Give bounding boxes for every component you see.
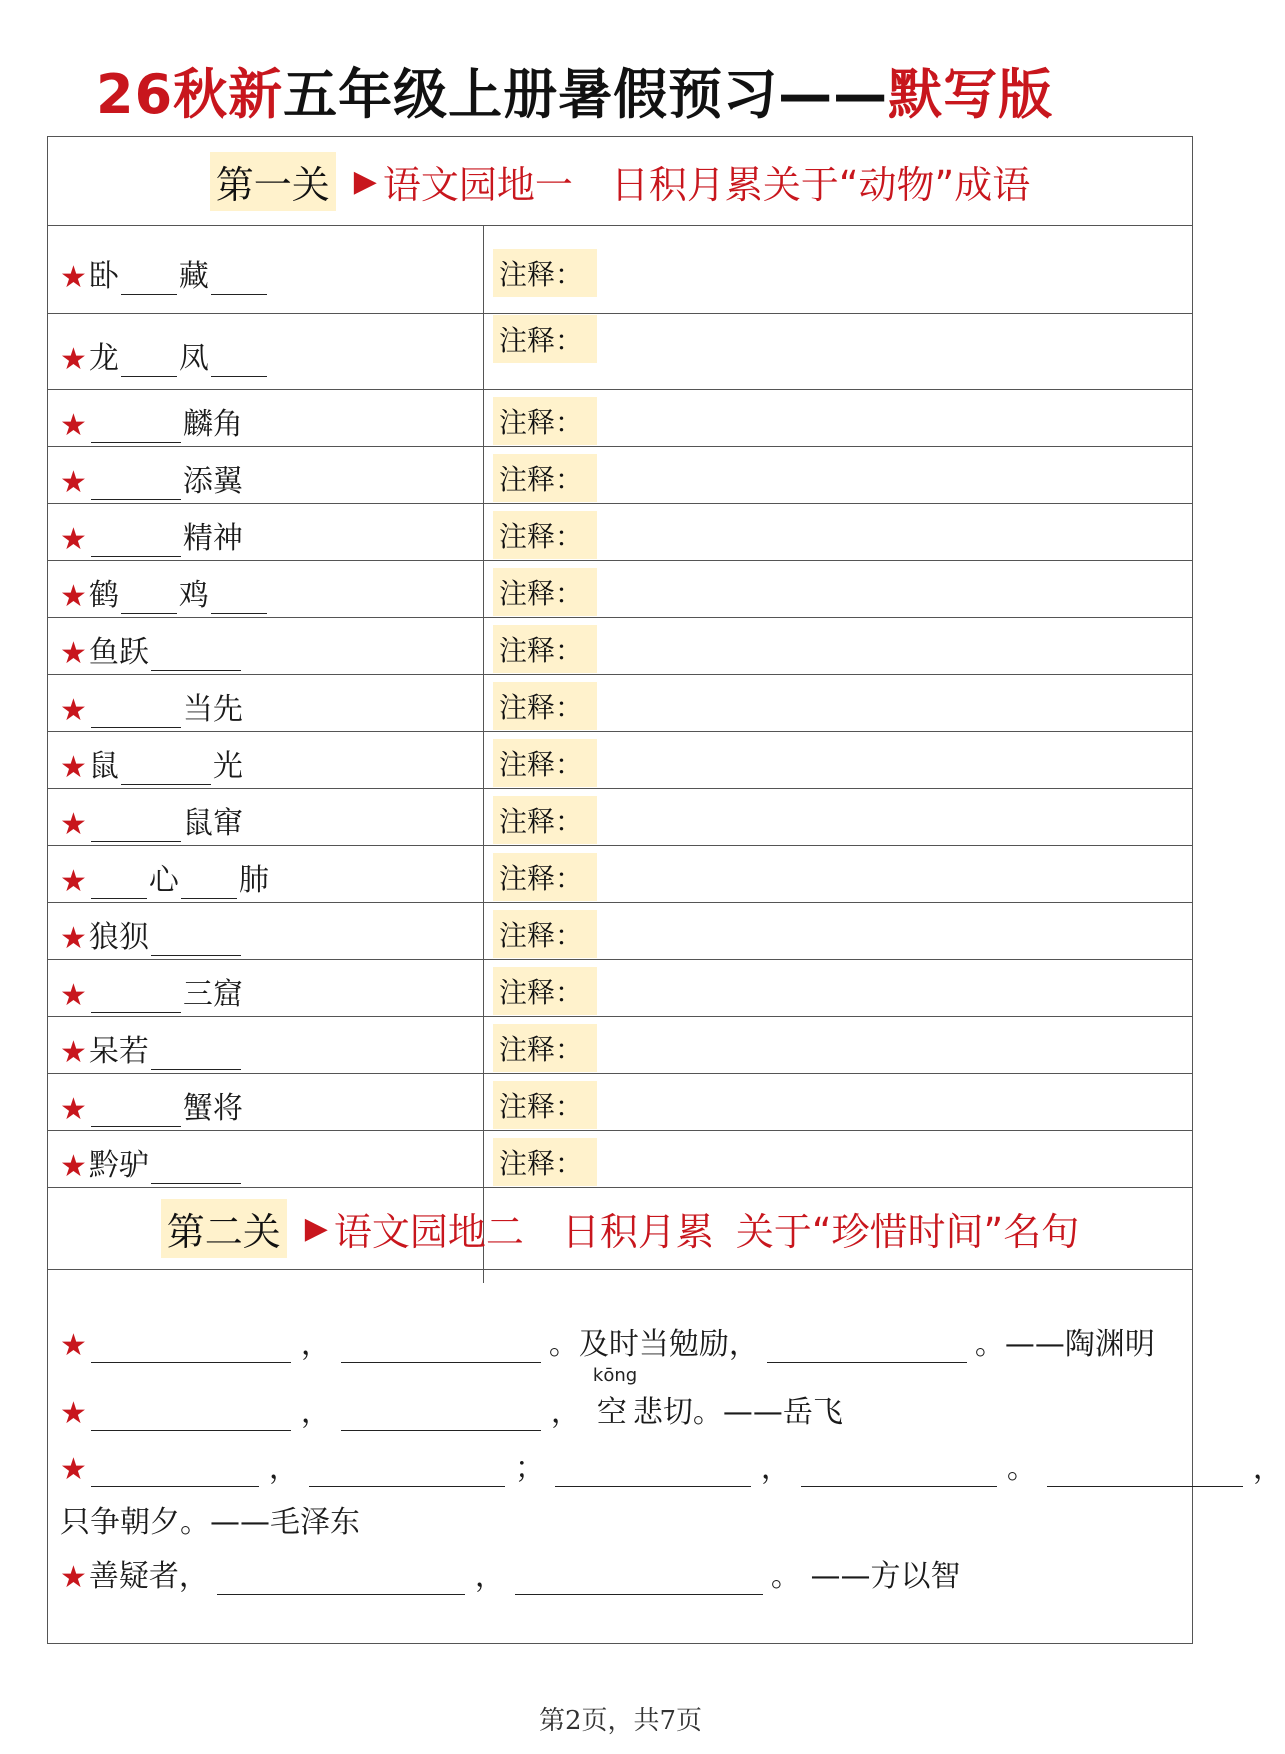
quote-text: 。 ——方以智: [770, 1559, 961, 1594]
section2-arrow: ▶: [304, 1210, 328, 1246]
idiom-text: 鱼跃: [88, 635, 149, 670]
note-label: 注释：: [493, 796, 597, 844]
idiom-item: [60, 1140, 243, 1184]
section1-arrow: ▶: [353, 163, 377, 199]
punct: ，: [1252, 1451, 1283, 1486]
blank-field[interactable]: [91, 416, 181, 443]
note-label: 注释：: [493, 910, 597, 958]
idiom-text: 鼠: [88, 749, 119, 784]
blank-field[interactable]: [91, 815, 181, 842]
idiom-text: 肺: [238, 863, 269, 898]
note-label: 注释：: [493, 853, 597, 901]
idiom-text: 凤: [178, 341, 209, 376]
idiom-item: [60, 684, 243, 728]
section1-title: [383, 154, 1030, 209]
star-icon: ★: [60, 342, 87, 377]
idiom-text: 精神: [182, 521, 243, 556]
idiom-item: [60, 855, 269, 899]
idiom-item: [60, 1026, 243, 1070]
idiom-text: 鼠窜: [182, 806, 243, 841]
idiom-item: [60, 912, 243, 956]
section2-part-2: 日积月累: [561, 1209, 714, 1254]
idiom-row: [48, 503, 1192, 560]
idiom-text: 添翼: [182, 464, 243, 499]
note-label: 注释：: [493, 315, 597, 363]
note-label: 注释：: [493, 454, 597, 502]
section2-header: [48, 1187, 1192, 1269]
blank-field[interactable]: [121, 587, 177, 614]
note-label: 注释：: [493, 397, 597, 445]
quote-continuation: [60, 1497, 360, 1541]
idiom-row: [48, 731, 1192, 788]
note-label: 注释：: [493, 511, 597, 559]
blank-field[interactable]: [181, 872, 237, 899]
idiom-text: 龙: [88, 341, 119, 376]
quote-item: [60, 1319, 1155, 1363]
blank-field[interactable]: [91, 1460, 259, 1487]
idiom-row: [48, 1016, 1192, 1073]
section1-part-2: 日积月累关于“动物”成语: [610, 162, 1031, 207]
star-icon: ★: [60, 522, 87, 557]
blank-field[interactable]: [801, 1460, 997, 1487]
blank-field[interactable]: [341, 1404, 541, 1431]
blank-field[interactable]: [767, 1336, 967, 1363]
idiom-text: 三窟: [182, 977, 243, 1012]
quote-text: 只争朝夕。——毛泽东: [60, 1505, 360, 1540]
quote-text: 悲切。——岳飞: [632, 1395, 843, 1430]
title-part-1: 26秋新: [96, 63, 284, 126]
blank-field[interactable]: [151, 1157, 241, 1184]
blank-field[interactable]: [211, 350, 267, 377]
star-icon: ★: [60, 978, 87, 1013]
idiom-text: 当先: [182, 692, 243, 727]
note-label: 注释：: [493, 1081, 597, 1129]
star-icon: ★: [60, 693, 87, 728]
section2-part-3: 关于“珍惜时间”名句: [735, 1209, 1080, 1254]
pinyin-word: [592, 1365, 638, 1431]
title-part-3: 默写版: [888, 63, 1054, 126]
idiom-item: [60, 1083, 243, 1127]
blank-field[interactable]: [309, 1460, 505, 1487]
idiom-item: [60, 333, 269, 377]
title-part-2: 五年级上册暑假预习——: [283, 63, 889, 126]
idiom-row: [48, 313, 1192, 389]
section1-header: [48, 137, 1192, 225]
star-icon: ★: [60, 1035, 87, 1070]
blank-field[interactable]: [121, 268, 177, 295]
section1-stage: 第一关: [210, 152, 336, 211]
star-icon: ★: [60, 1560, 87, 1595]
note-label: 注释：: [493, 249, 597, 297]
blank-field[interactable]: [91, 1404, 291, 1431]
note-label: 注释：: [493, 1138, 597, 1186]
idiom-text: 鹤: [88, 578, 119, 613]
quote-text: 空: [596, 1395, 627, 1430]
idiom-item: [60, 456, 243, 500]
blank-field[interactable]: [211, 587, 267, 614]
idiom-item: [60, 570, 269, 614]
page-footer: 第2页，共7页: [538, 1706, 703, 1736]
idiom-item: [60, 741, 243, 785]
star-icon: ★: [60, 864, 87, 899]
idiom-text: 蟹将: [182, 1091, 243, 1126]
quote-item: [60, 1443, 1285, 1487]
star-icon: ★: [60, 579, 87, 614]
blank-field[interactable]: [91, 530, 181, 557]
idiom-item: [60, 251, 269, 295]
idiom-row: [48, 902, 1192, 959]
punct: ，: [268, 1451, 299, 1486]
idiom-item: [60, 399, 243, 443]
punct: ，: [474, 1559, 505, 1594]
idiom-text: 呆若: [88, 1034, 149, 1069]
idiom-row: [48, 560, 1192, 617]
idiom-text: 黔驴: [88, 1148, 149, 1183]
blank-field[interactable]: [217, 1568, 465, 1595]
idiom-row: [48, 617, 1192, 674]
quote-text: 。——陶渊明: [974, 1327, 1155, 1362]
star-icon: ★: [60, 260, 87, 295]
section1-part-1: 语文园地一: [382, 162, 573, 207]
idiom-row: [48, 225, 1192, 313]
blank-field[interactable]: [515, 1568, 763, 1595]
star-icon: ★: [60, 1452, 87, 1487]
blank-field[interactable]: [91, 872, 147, 899]
section2-title: [334, 1201, 1079, 1256]
star-icon: ★: [60, 750, 87, 785]
punct: ，: [300, 1395, 331, 1430]
idiom-item: [60, 627, 243, 671]
blank-field[interactable]: [91, 1100, 181, 1127]
blank-field[interactable]: [211, 268, 267, 295]
star-icon: ★: [60, 921, 87, 956]
idiom-row: [48, 1073, 1192, 1130]
note-label: 注释：: [493, 568, 597, 616]
punct: ，: [760, 1451, 791, 1486]
section2-stage: 第二关: [161, 1199, 287, 1258]
star-icon: ★: [60, 1149, 87, 1184]
idiom-text: 光: [212, 749, 243, 784]
note-label: 注释：: [493, 682, 597, 730]
blank-field[interactable]: [121, 758, 211, 785]
idiom-row: [48, 389, 1192, 446]
idiom-text: 心: [148, 863, 179, 898]
star-icon: ★: [60, 465, 87, 500]
blank-field[interactable]: [1047, 1460, 1243, 1487]
star-icon: ★: [60, 807, 87, 842]
note-label: 注释：: [493, 1024, 597, 1072]
idiom-text: 藏: [178, 259, 209, 294]
blank-field[interactable]: [91, 1336, 291, 1363]
note-label: 注释：: [493, 739, 597, 787]
punct: 。: [1006, 1451, 1037, 1486]
idiom-row: [48, 674, 1192, 731]
punct: ；: [514, 1451, 545, 1486]
idiom-text: 卧: [88, 259, 119, 294]
idiom-item: [60, 969, 243, 1013]
idiom-item: [60, 513, 243, 557]
blank-field[interactable]: [341, 1336, 541, 1363]
idiom-text: 狼狈: [88, 920, 149, 955]
note-label: 注释：: [493, 967, 597, 1015]
section2-part-1: 语文园地二: [333, 1209, 524, 1254]
blank-field[interactable]: [91, 473, 181, 500]
star-icon: ★: [60, 408, 87, 443]
blank-field[interactable]: [121, 350, 177, 377]
blank-field[interactable]: [91, 986, 181, 1013]
quote-text: 。及时当勉励，: [548, 1327, 759, 1362]
quote-text: 善疑者，: [88, 1559, 209, 1594]
blank-field[interactable]: [555, 1460, 751, 1487]
worksheet: [47, 136, 1283, 1644]
blank-field[interactable]: [91, 701, 181, 728]
idiom-row: [48, 788, 1192, 845]
quote-item: [60, 1365, 843, 1431]
idiom-text: 鸡: [178, 578, 209, 613]
note-label: 注释：: [493, 625, 597, 673]
star-icon: ★: [60, 1092, 87, 1127]
pinyin: kōng: [592, 1365, 638, 1386]
star-icon: ★: [60, 1328, 87, 1363]
star-icon: ★: [60, 636, 87, 671]
blank-field[interactable]: [151, 644, 241, 671]
idiom-row: [48, 959, 1192, 1016]
idiom-row: [48, 1130, 1192, 1187]
idiom-row: [48, 845, 1192, 902]
blank-field[interactable]: [151, 929, 241, 956]
star-icon: ★: [60, 1396, 87, 1431]
quote-item: [60, 1551, 960, 1595]
punct: ，: [550, 1395, 581, 1430]
punct: ，: [300, 1327, 331, 1362]
blank-field[interactable]: [151, 1043, 241, 1070]
idiom-item: [60, 798, 243, 842]
idiom-row: [48, 446, 1192, 503]
page-title: [96, 60, 1053, 130]
idiom-text: 麟角: [182, 407, 243, 442]
